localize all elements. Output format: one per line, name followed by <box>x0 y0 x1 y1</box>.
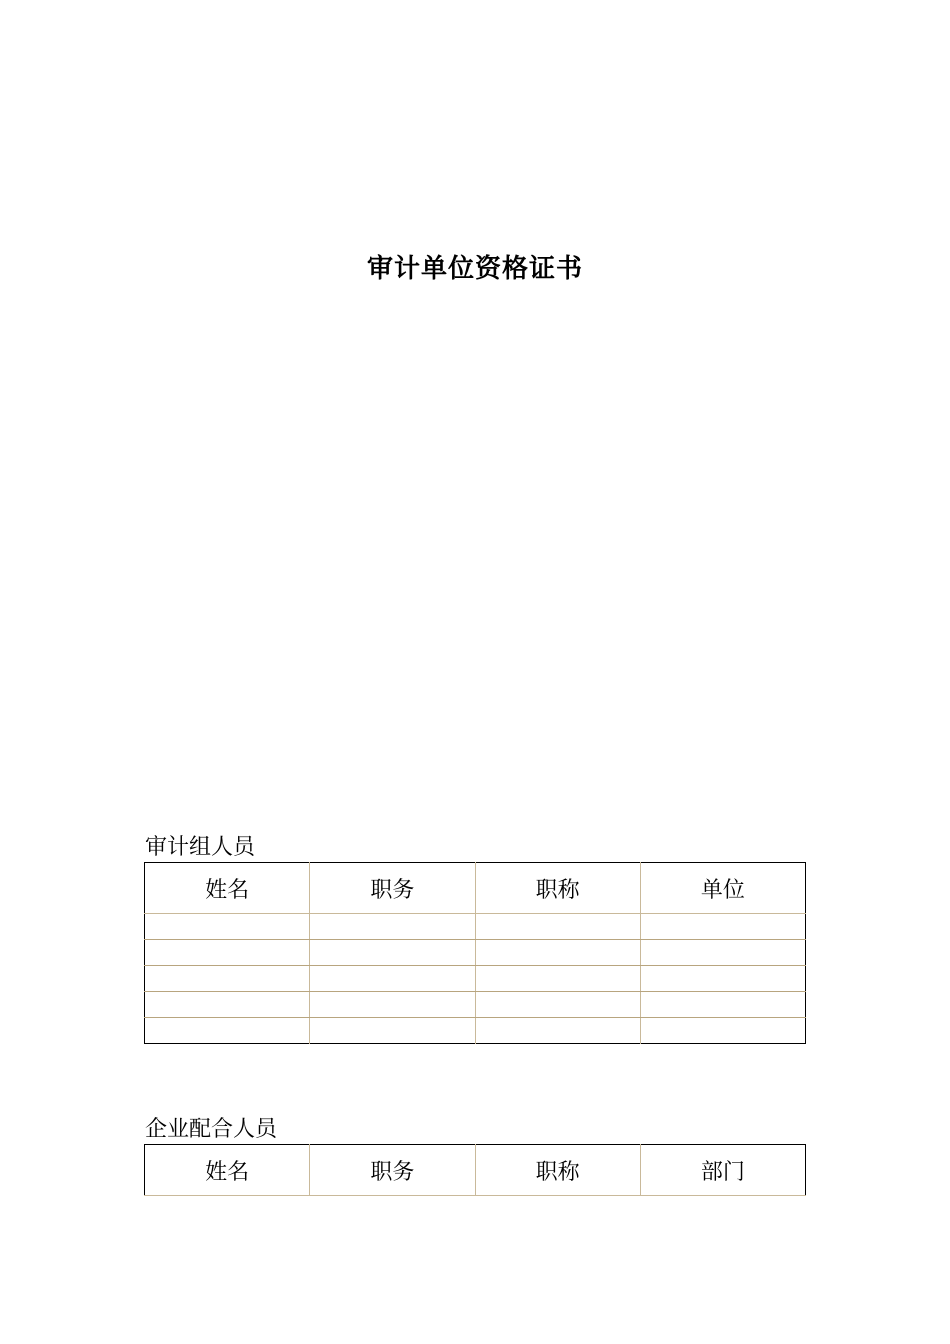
table-header-row <box>145 863 806 914</box>
table-cell[interactable] <box>145 1018 310 1044</box>
table-row <box>145 966 806 992</box>
header-department: 部门 <box>640 1145 805 1196</box>
header-title: 职称 <box>475 1145 640 1196</box>
table-cell[interactable] <box>640 1018 805 1044</box>
table-cell[interactable] <box>145 966 310 992</box>
table-row <box>145 992 806 1018</box>
table-cell[interactable] <box>475 914 640 940</box>
table-cell[interactable] <box>145 940 310 966</box>
table-cell[interactable] <box>310 992 475 1018</box>
table-cell[interactable] <box>640 914 805 940</box>
table-cell[interactable] <box>475 966 640 992</box>
table-row <box>145 940 806 966</box>
table-row <box>145 1018 806 1044</box>
audit-team-label: 审计组人员 <box>145 835 256 860</box>
table-cell[interactable] <box>310 940 475 966</box>
table-cell[interactable] <box>145 914 310 940</box>
header-position: 职务 <box>310 1145 475 1196</box>
table-cell[interactable] <box>475 940 640 966</box>
table-cell[interactable] <box>475 992 640 1018</box>
table-cell[interactable] <box>640 966 805 992</box>
table-header-row <box>145 1145 806 1196</box>
header-name: 姓名 <box>145 863 310 914</box>
table-cell[interactable] <box>475 1018 640 1044</box>
company-staff-table <box>144 1144 806 1196</box>
document-title: 审计单位资格证书 <box>366 254 583 284</box>
header-name: 姓名 <box>145 1145 310 1196</box>
header-unit: 单位 <box>640 863 805 914</box>
table-cell[interactable] <box>310 914 475 940</box>
company-staff-label: 企业配合人员 <box>145 1117 278 1142</box>
header-position: 职务 <box>310 863 475 914</box>
table-cell[interactable] <box>640 992 805 1018</box>
header-title: 职称 <box>475 863 640 914</box>
table-cell[interactable] <box>310 966 475 992</box>
table-cell[interactable] <box>310 1018 475 1044</box>
table-row <box>145 914 806 940</box>
audit-team-table <box>144 862 806 1044</box>
table-cell[interactable] <box>640 940 805 966</box>
table-cell[interactable] <box>145 992 310 1018</box>
